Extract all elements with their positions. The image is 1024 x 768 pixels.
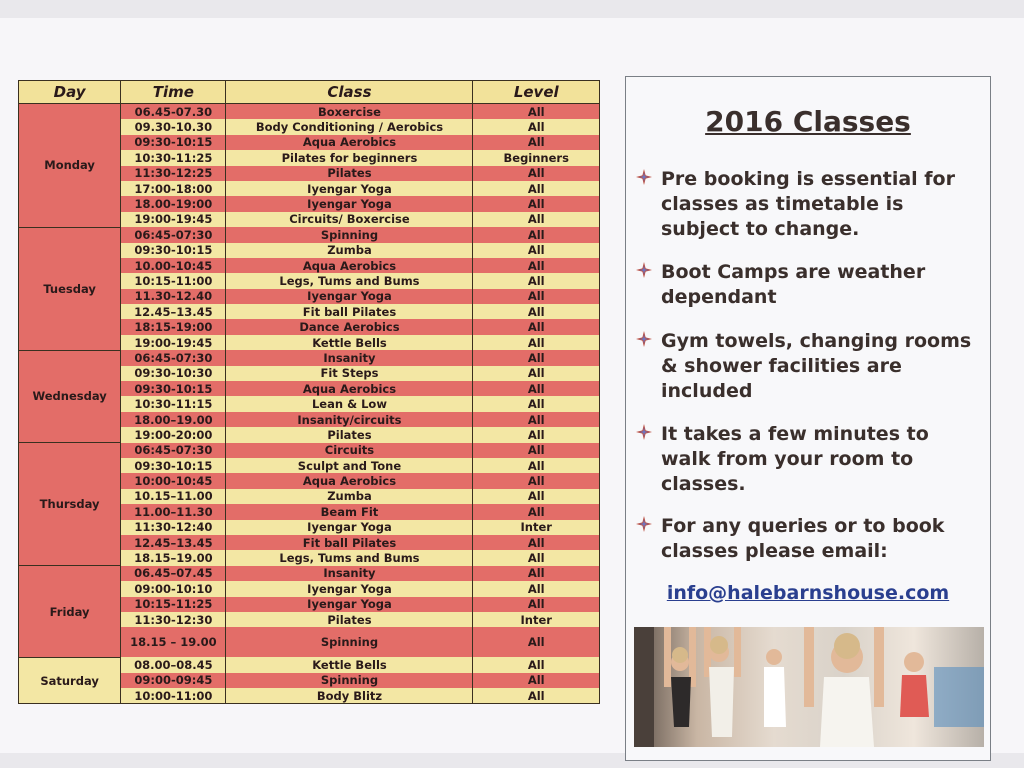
time-cell: 18.00-19:00 bbox=[121, 196, 226, 211]
class-cell: Pilates bbox=[226, 427, 473, 442]
level-cell: All bbox=[473, 412, 600, 427]
time-cell: 19:00-20:00 bbox=[121, 427, 226, 442]
info-bullet-text: It takes a few minutes to walk from your room to classes. bbox=[661, 423, 929, 495]
level-cell: All bbox=[473, 627, 600, 657]
header-level: Level bbox=[473, 81, 600, 104]
table-row bbox=[19, 566, 600, 581]
class-cell: Boxercise bbox=[226, 104, 473, 120]
level-cell: All bbox=[473, 688, 600, 704]
time-cell: 10:30-11:15 bbox=[121, 396, 226, 411]
class-cell: Insanity bbox=[226, 566, 473, 581]
class-cell: Iyengar Yoga bbox=[226, 520, 473, 535]
class-cell: Dance Aerobics bbox=[226, 319, 473, 334]
time-cell: 19:00-19:45 bbox=[121, 212, 226, 227]
level-cell: Beginners bbox=[473, 150, 600, 165]
timetable bbox=[18, 80, 600, 704]
contact-email-link[interactable]: info@halebarnshouse.com bbox=[666, 582, 950, 604]
class-cell: Body Conditioning / Aerobics bbox=[226, 119, 473, 134]
level-cell: All bbox=[473, 227, 600, 242]
level-cell: All bbox=[473, 657, 600, 672]
class-cell: Spinning bbox=[226, 627, 473, 657]
level-cell: All bbox=[473, 350, 600, 365]
time-cell: 10:00-11:00 bbox=[121, 688, 226, 704]
class-cell: Spinning bbox=[226, 227, 473, 242]
header-row bbox=[19, 81, 600, 104]
time-cell: 18.00–19.00 bbox=[121, 412, 226, 427]
level-cell: Inter bbox=[473, 520, 600, 535]
four-point-star-icon bbox=[636, 262, 652, 278]
time-cell: 19:00-19:45 bbox=[121, 335, 226, 350]
class-cell: Insanity bbox=[226, 350, 473, 365]
class-cell: Zumba bbox=[226, 243, 473, 258]
day-cell: Monday bbox=[19, 104, 121, 228]
class-cell: Lean & Low bbox=[226, 396, 473, 411]
table-row bbox=[19, 657, 600, 672]
time-cell: 11.00–11.30 bbox=[121, 504, 226, 519]
time-cell: 06:45-07:30 bbox=[121, 443, 226, 458]
day-cell: Friday bbox=[19, 566, 121, 658]
info-panel bbox=[625, 76, 991, 761]
table-row bbox=[19, 104, 600, 120]
level-cell: All bbox=[473, 135, 600, 150]
day-cell: Thursday bbox=[19, 443, 121, 566]
class-cell: Aqua Aerobics bbox=[226, 258, 473, 273]
time-cell: 18.15 – 19.00 bbox=[121, 627, 226, 657]
class-cell: Legs, Tums and Bums bbox=[226, 550, 473, 565]
header-class: Class bbox=[226, 81, 473, 104]
class-cell: Aqua Aerobics bbox=[226, 135, 473, 150]
time-cell: 10.00-10:45 bbox=[121, 258, 226, 273]
level-cell: All bbox=[473, 550, 600, 565]
level-cell: All bbox=[473, 597, 600, 612]
info-bullet-text: Gym towels, changing rooms & shower facilities are included bbox=[661, 330, 972, 402]
level-cell: All bbox=[473, 304, 600, 319]
time-cell: 11:30-12:40 bbox=[121, 520, 226, 535]
class-cell: Zumba bbox=[226, 489, 473, 504]
four-point-star-icon bbox=[636, 424, 652, 440]
class-cell: Iyengar Yoga bbox=[226, 581, 473, 596]
class-cell: Iyengar Yoga bbox=[226, 196, 473, 211]
time-cell: 12.45–13.45 bbox=[121, 535, 226, 550]
level-cell: All bbox=[473, 243, 600, 258]
class-cell: Aqua Aerobics bbox=[226, 381, 473, 396]
time-cell: 10.15–11.00 bbox=[121, 489, 226, 504]
info-bullet-text: Boot Camps are weather dependant bbox=[661, 261, 926, 308]
time-cell: 08.00–08.45 bbox=[121, 657, 226, 672]
day-cell: Wednesday bbox=[19, 350, 121, 442]
four-point-star-icon bbox=[636, 169, 652, 185]
level-cell: All bbox=[473, 104, 600, 120]
time-cell: 09:30-10:15 bbox=[121, 381, 226, 396]
class-cell: Legs, Tums and Bums bbox=[226, 273, 473, 288]
time-cell: 17:00-18:00 bbox=[121, 181, 226, 196]
level-cell: All bbox=[473, 396, 600, 411]
level-cell: All bbox=[473, 673, 600, 688]
fitness-class-photo bbox=[634, 627, 984, 747]
class-cell: Sculpt and Tone bbox=[226, 458, 473, 473]
time-cell: 06:45-07:30 bbox=[121, 350, 226, 365]
time-cell: 11:30-12:30 bbox=[121, 612, 226, 627]
class-cell: Kettle Bells bbox=[226, 335, 473, 350]
level-cell: All bbox=[473, 273, 600, 288]
time-cell: 09:30-10:15 bbox=[121, 135, 226, 150]
time-cell: 09:30-10:15 bbox=[121, 458, 226, 473]
level-cell: All bbox=[473, 535, 600, 550]
level-cell: All bbox=[473, 427, 600, 442]
class-cell: Beam Fit bbox=[226, 504, 473, 519]
level-cell: All bbox=[473, 581, 600, 596]
table-row bbox=[19, 443, 600, 458]
timetable-sheet bbox=[0, 18, 1024, 753]
level-cell: All bbox=[473, 335, 600, 350]
time-cell: 06.45–07.45 bbox=[121, 566, 226, 581]
class-cell: Spinning bbox=[226, 673, 473, 688]
class-cell: Pilates for beginners bbox=[226, 150, 473, 165]
four-point-star-icon bbox=[636, 516, 652, 532]
level-cell: All bbox=[473, 458, 600, 473]
time-cell: 09:00-09:45 bbox=[121, 673, 226, 688]
class-cell: Iyengar Yoga bbox=[226, 289, 473, 304]
class-cell: Iyengar Yoga bbox=[226, 181, 473, 196]
time-cell: 10:00-10:45 bbox=[121, 473, 226, 488]
time-cell: 10:15-11:25 bbox=[121, 597, 226, 612]
time-cell: 09:30-10:30 bbox=[121, 366, 226, 381]
level-cell: All bbox=[473, 319, 600, 334]
class-cell: Pilates bbox=[226, 612, 473, 627]
class-cell: Circuits bbox=[226, 443, 473, 458]
table-row bbox=[19, 350, 600, 365]
level-cell: All bbox=[473, 196, 600, 211]
class-cell: Fit ball Pilates bbox=[226, 535, 473, 550]
time-cell: 11:30-12:25 bbox=[121, 166, 226, 181]
level-cell: All bbox=[473, 366, 600, 381]
class-cell: Insanity/circuits bbox=[226, 412, 473, 427]
level-cell: All bbox=[473, 566, 600, 581]
class-cell: Pilates bbox=[226, 166, 473, 181]
level-cell: All bbox=[473, 212, 600, 227]
level-cell: All bbox=[473, 504, 600, 519]
time-cell: 12.45–13.45 bbox=[121, 304, 226, 319]
header-day: Day bbox=[19, 81, 121, 104]
info-bullet-text: Pre booking is essential for classes as timetable is subject to change. bbox=[661, 168, 955, 240]
class-cell: Aqua Aerobics bbox=[226, 473, 473, 488]
class-cell: Body Blitz bbox=[226, 688, 473, 704]
class-cell: Circuits/ Boxercise bbox=[226, 212, 473, 227]
time-cell: 06:45-07:30 bbox=[121, 227, 226, 242]
four-point-star-icon bbox=[636, 331, 652, 347]
level-cell: All bbox=[473, 443, 600, 458]
level-cell: All bbox=[473, 473, 600, 488]
time-cell: 11.30-12.40 bbox=[121, 289, 226, 304]
info-bullet-text: For any queries or to book classes please email: bbox=[661, 515, 945, 562]
time-cell: 09:00-10:10 bbox=[121, 581, 226, 596]
level-cell: All bbox=[473, 166, 600, 181]
time-cell: 18:15-19:00 bbox=[121, 319, 226, 334]
header-time: Time bbox=[121, 81, 226, 104]
level-cell: All bbox=[473, 381, 600, 396]
class-cell: Iyengar Yoga bbox=[226, 597, 473, 612]
timetable-body bbox=[19, 104, 600, 704]
level-cell: Inter bbox=[473, 612, 600, 627]
time-cell: 10:30-11:25 bbox=[121, 150, 226, 165]
level-cell: All bbox=[473, 489, 600, 504]
table-row bbox=[19, 227, 600, 242]
class-cell: Kettle Bells bbox=[226, 657, 473, 672]
class-cell: Fit ball Pilates bbox=[226, 304, 473, 319]
time-cell: 18.15–19.00 bbox=[121, 550, 226, 565]
level-cell: All bbox=[473, 258, 600, 273]
class-cell: Fit Steps bbox=[226, 366, 473, 381]
day-cell: Saturday bbox=[19, 657, 121, 704]
info-title: 2016 Classes bbox=[705, 105, 911, 138]
time-cell: 06.45-07.30 bbox=[121, 104, 226, 120]
level-cell: All bbox=[473, 119, 600, 134]
level-cell: All bbox=[473, 181, 600, 196]
time-cell: 10:15-11:00 bbox=[121, 273, 226, 288]
day-cell: Tuesday bbox=[19, 227, 121, 350]
level-cell: All bbox=[473, 289, 600, 304]
time-cell: 09:30-10:15 bbox=[121, 243, 226, 258]
time-cell: 09.30-10.30 bbox=[121, 119, 226, 134]
fitness-photo-illustration bbox=[634, 627, 984, 747]
